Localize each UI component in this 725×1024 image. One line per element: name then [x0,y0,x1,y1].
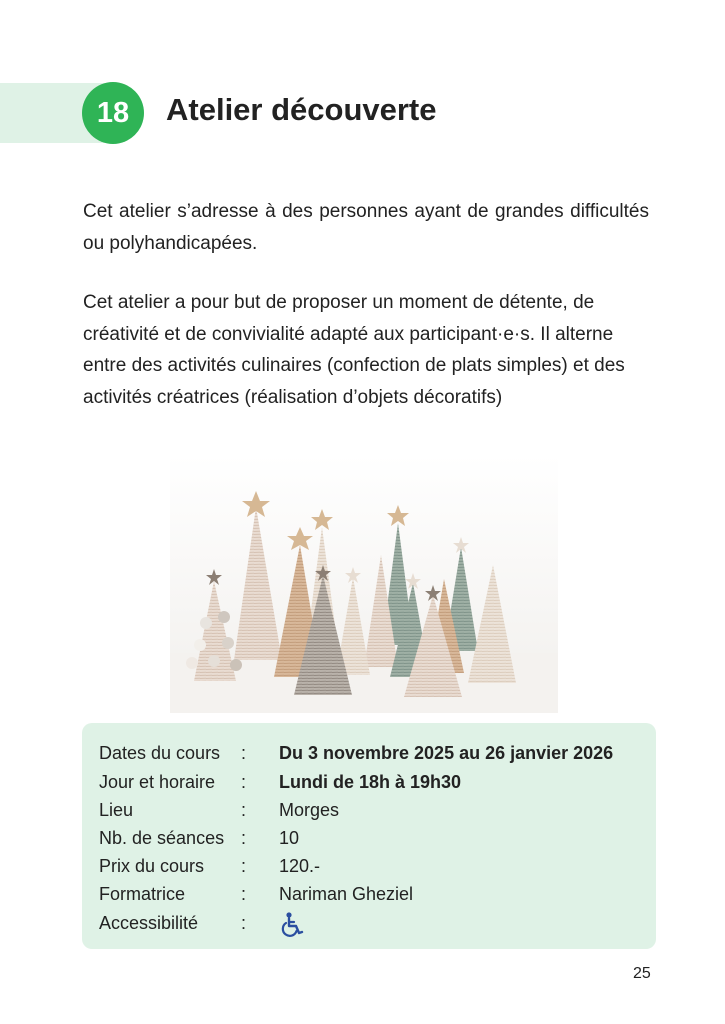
page-number: 25 [633,965,651,982]
info-colon: : [241,913,247,933]
info-colon: : [241,772,247,792]
info-label: Dates du cours [99,743,221,763]
info-label: Jour et horaire [99,772,216,792]
info-label: Accessibilité [99,913,199,933]
info-value-price: 120.- [279,856,321,876]
info-colon: : [241,884,247,904]
christmas-trees-illustration [170,455,558,713]
intro-paragraph-1: Cet atelier s’adresse à des personnes ayant de grandes difficultés ou polyhandicapées. [83,201,649,254]
intro-paragraph-2: Cet atelier a pour but de proposer un moment de détente, de créativité et de convivialité adapté aux participant·e·s. Il alterne entre des activités culinaires (confection de plats simples) et des activités créatrices (réalisation d’objets décoratifs) [83,292,625,408]
wheelchair-icon [279,912,305,938]
info-label: Prix du cours [99,856,205,876]
info-label: Nb. de séances [99,828,225,848]
info-value-sessions: 10 [279,828,300,848]
info-value-dates: Du 3 novembre 2025 au 26 janvier 2026 [279,743,614,763]
page-title: Atelier découverte [166,92,437,127]
info-colon: : [241,743,247,763]
info-value-schedule: Lundi de 18h à 19h30 [279,772,462,792]
info-colon: : [241,828,247,848]
info-label: Formatrice [99,884,186,904]
info-value-location: Morges [279,800,340,820]
info-colon: : [241,856,247,876]
info-label: Lieu [99,800,134,820]
course-info-panel [82,723,656,949]
info-value-trainer: Nariman Gheziel [279,884,414,904]
info-colon: : [241,800,247,820]
section-number-badge: 18 [82,82,144,144]
